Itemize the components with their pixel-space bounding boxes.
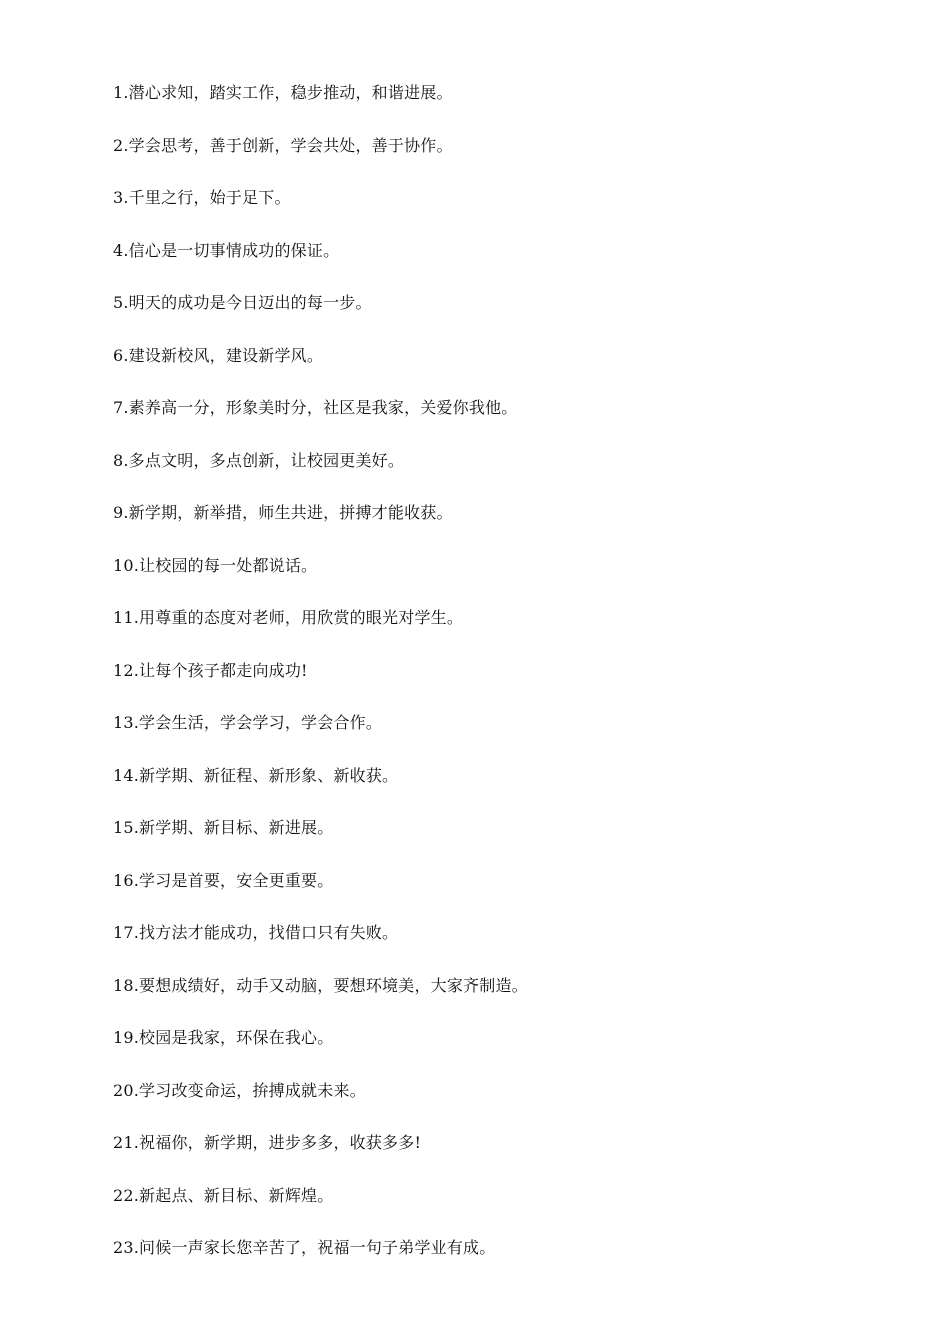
list-item: 4.信心是一切事情成功的保证。 xyxy=(113,240,340,260)
list-item: 19.校园是我家，环保在我心。 xyxy=(113,1028,334,1047)
list-item: 21.祝福你，新学期，进步多多，收获多多! xyxy=(113,1133,422,1152)
slogan-list xyxy=(113,80,873,1288)
list-item: 2.学会思考，善于创新，学会共处，善于协作。 xyxy=(113,135,453,155)
list-item: 3.千里之行，始于足下。 xyxy=(113,188,291,207)
list-item: 13.学会生活，学会学习，学会合作。 xyxy=(113,713,383,732)
list-item: 17.找方法才能成功，找借口只有失败。 xyxy=(113,923,399,942)
list-item: 20.学习改变命运，拚搏成就未来。 xyxy=(113,1080,366,1100)
list-item: 8.多点文明，多点创新，让校园更美好。 xyxy=(113,450,405,470)
list-item: 9.新学期，新举措，师生共进，拼搏才能收获。 xyxy=(113,503,453,522)
list-item: 15.新学期、新目标、新进展。 xyxy=(113,818,334,837)
list-item: 1.潜心求知，踏实工作，稳步推动，和谐进展。 xyxy=(113,83,453,102)
list-item: 7.素养高一分，形象美时分，社区是我家，关爱你我他。 xyxy=(113,398,518,417)
list-item: 12.让每个孩子都走向成功! xyxy=(113,660,308,680)
list-item: 5.明天的成功是今日迈出的每一步。 xyxy=(113,293,372,312)
list-item: 10.让校园的每一处都说话。 xyxy=(113,555,318,575)
list-item: 16.学习是首要，安全更重要。 xyxy=(113,870,334,890)
list-item: 23.问候一声家长您辛苦了，祝福一句子弟学业有成。 xyxy=(113,1238,496,1257)
list-item: 11.用尊重的态度对老师，用欣赏的眼光对学生。 xyxy=(113,608,464,627)
list-item: 18.要想成绩好，动手又动脑，要想环境美，大家齐制造。 xyxy=(113,975,528,995)
list-item: 14.新学期、新征程、新形象、新收获。 xyxy=(113,765,399,785)
list-item: 22.新起点、新目标、新辉煌。 xyxy=(113,1185,334,1205)
list-item: 6.建设新校风，建设新学风。 xyxy=(113,345,324,365)
